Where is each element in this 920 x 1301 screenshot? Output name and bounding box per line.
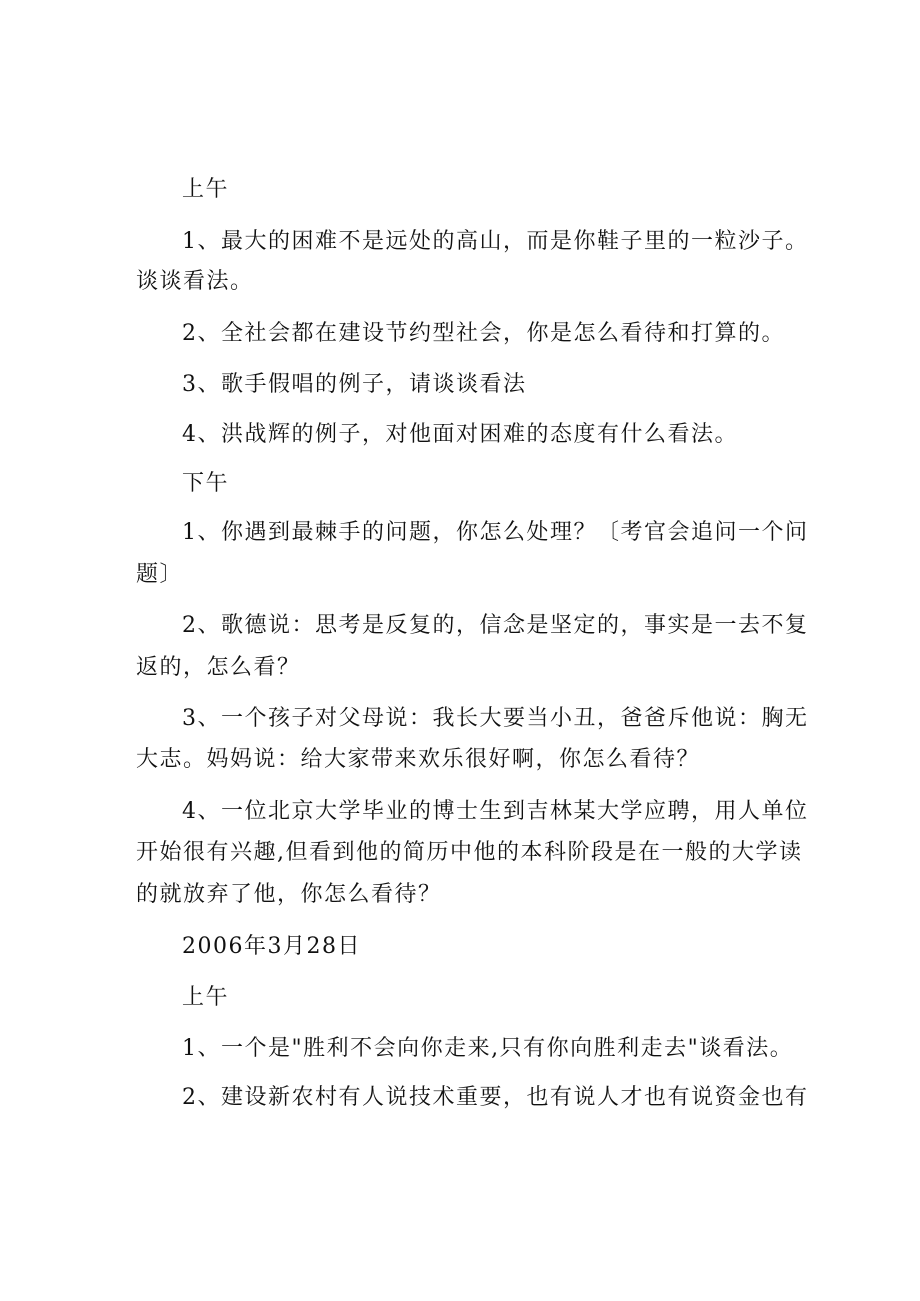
question-3: 3、歌手假唱的例子，请谈谈看法	[182, 372, 527, 397]
date-heading: 2006年3月28日	[182, 934, 361, 959]
section-heading-morning-2: 上午	[182, 985, 230, 1010]
question-1-line-1: 1、最大的困难不是远处的高山，而是你鞋子里的一粒沙子。	[182, 229, 809, 254]
afternoon-question-4-line-2: 开始很有兴趣,但看到他的简历中他的本科阶段是在一般的大学读	[136, 840, 803, 865]
afternoon-question-3-line-2: 大志。妈妈说：给大家带来欢乐很好啊，你怎么看待？	[136, 747, 701, 772]
section-heading-morning: 上午	[182, 177, 230, 202]
date-question-1: 1、一个是"胜利不会向你走来,只有你向胜利走去"谈看法。	[182, 1036, 794, 1061]
section-heading-afternoon: 下午	[182, 471, 230, 496]
question-4: 4、洪战辉的例子，对他面对困难的态度有什么看法。	[182, 422, 738, 447]
afternoon-question-2-line-2: 返的，怎么看？	[136, 655, 301, 680]
date-question-2-line-1: 2、建设新农村有人说技术重要，也有说人才也有说资金也有	[182, 1085, 809, 1110]
question-2: 2、全社会都在建设节约型社会，你是怎么看待和打算的。	[182, 321, 785, 346]
afternoon-question-1-line-2: 题〕	[136, 562, 184, 587]
afternoon-question-3-line-1: 3、一个孩子对父母说：我长大要当小丑，爸爸斥他说：胸无	[182, 706, 809, 731]
afternoon-question-4-line-1: 4、一位北京大学毕业的博士生到吉林某大学应聘，用人单位	[182, 799, 809, 824]
afternoon-question-4-line-3: 的就放弃了他，你怎么看待？	[136, 882, 442, 907]
question-1-line-2: 谈谈看法。	[136, 269, 254, 294]
afternoon-question-2-line-1: 2、歌德说：思考是反复的，信念是坚定的，事实是一去不复	[182, 613, 809, 638]
afternoon-question-1-line-1: 1、你遇到最棘手的问题，你怎么处理？〔考官会追问一个问	[182, 520, 809, 545]
